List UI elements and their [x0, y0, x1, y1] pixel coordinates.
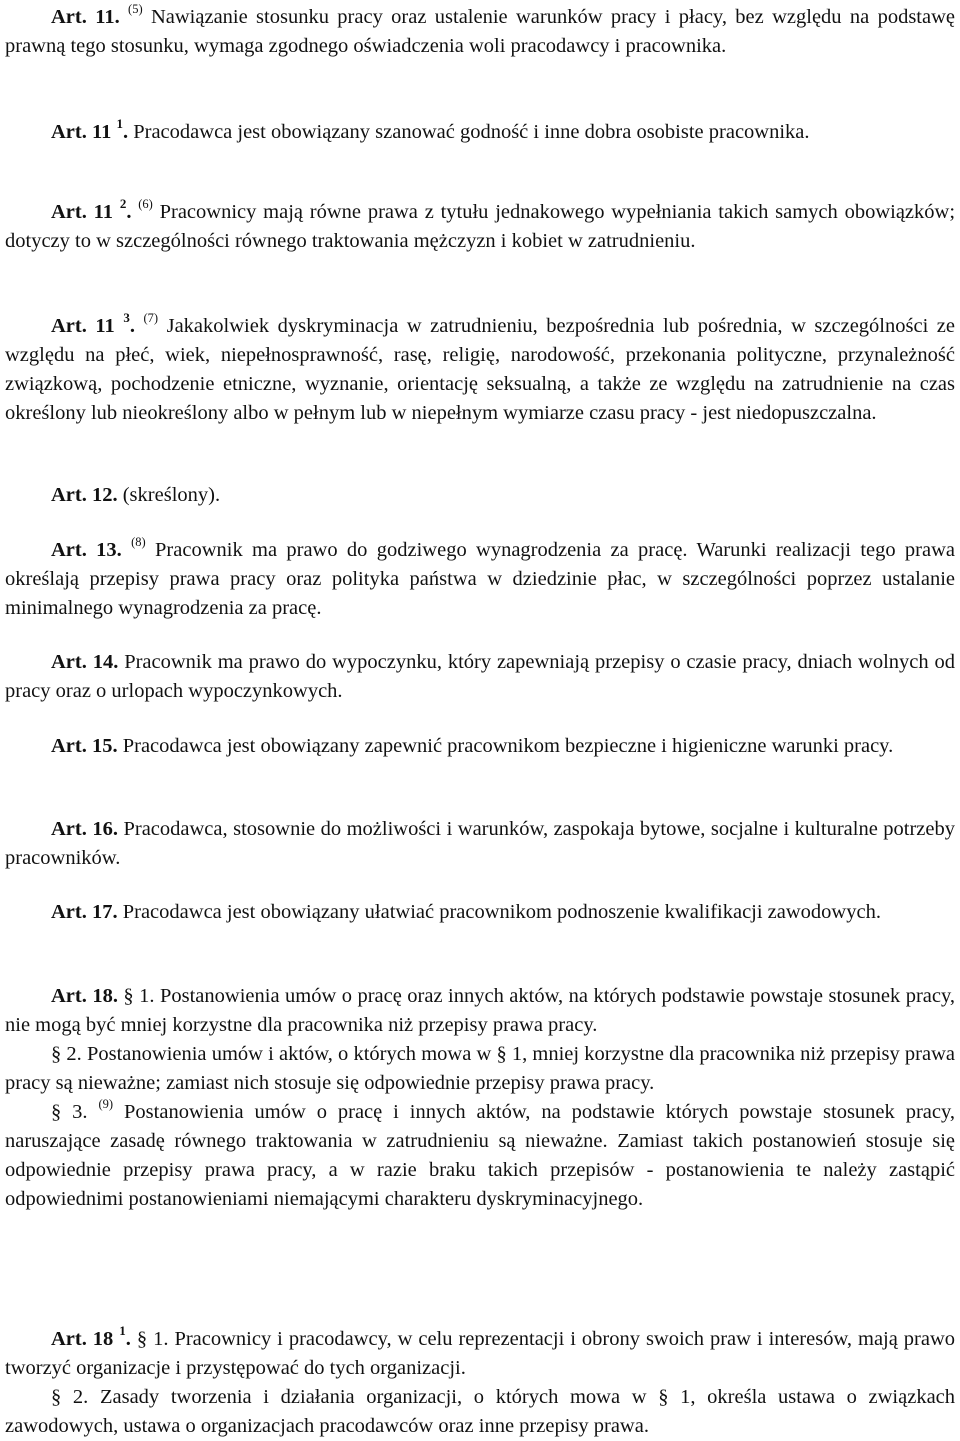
article-text: Pracodawca jest obowiązany zapewnić pracownikom bezpieczne i higieniczne warunki pracy. [122, 735, 894, 757]
article-18-1-par-1 [5, 1325, 955, 1383]
article-label: Art. 11 $^3$. [51, 310, 135, 337]
article-label: Art. 11 $^2$. [51, 196, 132, 223]
article-18-1 [5, 1325, 955, 1441]
article-text: (skreślony). [122, 484, 221, 506]
article-15 [5, 732, 955, 761]
article-text: Pracodawca jest obowiązany ułatwiać pracownikom podnoszenie kwalifikacji zawodowych. [122, 901, 881, 923]
article-11-1 [5, 118, 955, 147]
paragraph-marker: § 1. [136, 1328, 169, 1350]
paragraph-marker: § 2. [51, 1386, 89, 1408]
footnote-ref: (6) [138, 197, 153, 212]
footnote-ref: (5) [128, 2, 143, 17]
article-text: Pracownik ma prawo do wypoczynku, który zapewniają przepisy o czasie pracy, dniach wolnych od pracy oraz o urlopach wypoczynkowych. [5, 651, 955, 702]
article-11-2 [5, 198, 955, 256]
footnote-ref: (7) [143, 311, 159, 326]
article-18-1-par-2 [5, 1383, 955, 1441]
paragraph-marker: § 1. [123, 985, 155, 1007]
article-text: Pracodawca jest obowiązany szanować godność i inne dobra osobiste pracownika. [133, 121, 810, 143]
article-18-par-1 [5, 982, 955, 1040]
paragraph-text: Postanowienia umów o pracę i innych aktów, na podstawie których powstaje stosunek pracy, naruszające zasadę równego traktowania w zatrudnieniu są nieważne. Zamiast takich postanowień stosuje się odpowiednie przepisy prawa pracy, a w razie braku takich przepisów - postanowienia te należy zastąpić odpowiednimi postanowieniami niemającymi charakteru dyskryminacyjnego. [5, 1101, 956, 1210]
article-label: Art. 16. [51, 818, 118, 840]
article-text: Pracownik ma prawo do godziwego wynagrodzenia za pracę. Warunki realizacji tego prawa określają przepisy prawa pracy oraz polityka państwa w dziedzinie płac, w szczególności poprzez ustalanie minimalnego wynagrodzenia za pracę. [5, 539, 956, 619]
article-17 [5, 898, 955, 927]
article-label: Art. 18 $^1$. [51, 1323, 131, 1350]
article-16 [5, 815, 955, 873]
article-18-par-2 [5, 1040, 955, 1098]
article-label: Art. 14. [51, 651, 119, 673]
article-label: Art. 11 $^1$. [51, 116, 129, 143]
footnote-ref: (8) [131, 535, 146, 550]
article-superscript: 1 [116, 116, 123, 132]
article-label: Art. 12. [51, 484, 118, 506]
paragraph-marker: § 3. [51, 1101, 88, 1123]
article-superscript: 3 [123, 310, 130, 326]
article-14 [5, 648, 955, 706]
article-18 [5, 982, 955, 1214]
article-superscript: 2 [119, 196, 127, 212]
paragraph-text: Postanowienia umów o pracę oraz innych aktów, na których podstawie powstaje stosunek pracy, nie mogą być mniej korzystne dla pracownika niż przepisy prawa pracy. [5, 985, 956, 1036]
article-text: Pracownicy mają równe prawa z tytułu jednakowego wypełniania takich samych obowiązków; dotyczy to w szczególności równego traktowania mężczyzn i kobiet w zatrudnieniu. [5, 201, 956, 252]
article-label: Art. 17. [51, 901, 118, 923]
article-text: Nawiązanie stosunku pracy oraz ustalenie warunków pracy i płacy, bez względu na podstawę prawną tego stosunku, wymaga zgodnego oświadczenia woli pracodawcy i pracownika. [5, 6, 955, 57]
footnote-ref: (9) [98, 1097, 114, 1112]
article-label: Art. 18. [51, 985, 118, 1007]
article-13 [5, 536, 955, 623]
article-label: Art. 11. [51, 6, 120, 28]
article-text: Jakakolwiek dyskryminacja w zatrudnieniu, bezpośrednia lub pośrednia, w szczególności ze względu na płeć, wiek, niepełnosprawność, rasę, religię, narodowość, przekonania polityczne, przynależność związkową, pochodzenie etniczne, wyznanie, orientację seksualną, a także ze względu na zatrudnienie na czas określony lub nieokreślony albo w pełnym lub w niepełnym wymiarze czasu pracy - jest niedopuszczalna. [5, 315, 956, 424]
article-11-3 [5, 312, 955, 428]
article-label: Art. 15. [51, 735, 118, 757]
paragraph-marker: § 2. [51, 1043, 82, 1065]
article-text: Pracodawca, stosownie do możliwości i warunków, zaspokaja bytowe, socjalne i kulturalne potrzeby pracowników. [5, 818, 955, 869]
paragraph-text: Zasady tworzenia i działania organizacji, o których mowa w § 1, określa ustawa o związkach zawodowych, ustawa o organizacjach pracodawców oraz inne przepisy prawa. [5, 1386, 956, 1437]
paragraph-text: Postanowienia umów i aktów, o których mowa w § 1, mniej korzystne dla pracownika niż przepisy prawa pracy są nieważne; zamiast nich stosuje się odpowiednie przepisy prawa pracy. [5, 1043, 956, 1094]
article-superscript: 1 [119, 1323, 126, 1339]
article-18-par-3 [5, 1098, 955, 1214]
article-12 [5, 481, 955, 510]
article-label: Art. 13. [51, 539, 122, 561]
article-11 [5, 3, 955, 61]
paragraph-text: Pracownicy i pracodawcy, w celu reprezentacji i obrony swoich praw i interesów, mają prawo tworzyć organizacje i przystępować do tych organizacji. [5, 1328, 956, 1379]
